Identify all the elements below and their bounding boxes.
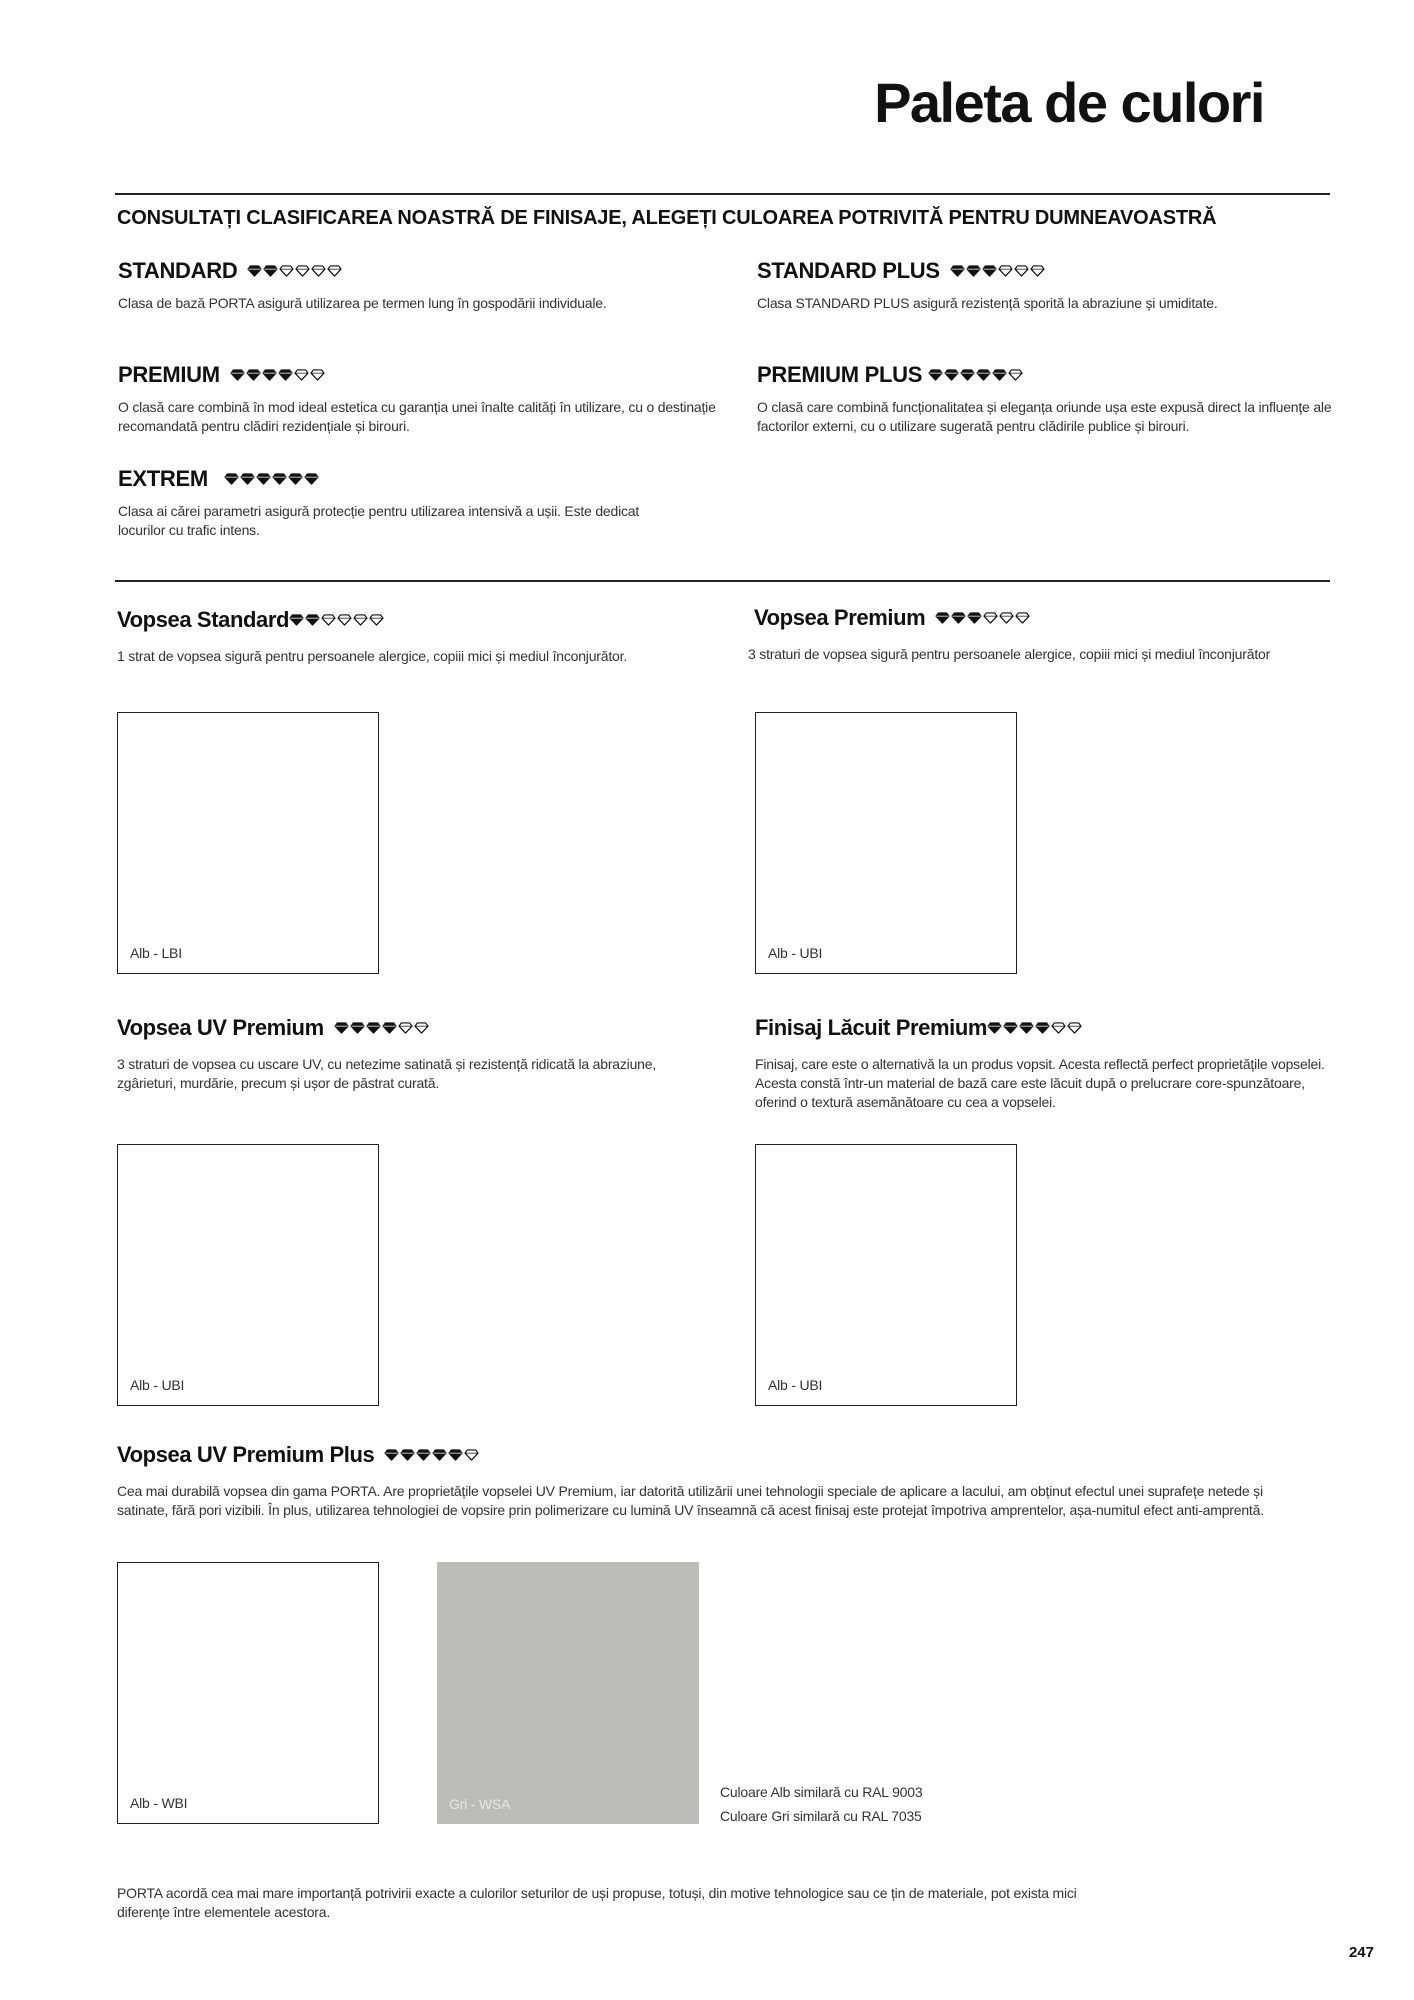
diamond-outline-icon (1015, 612, 1030, 624)
paint-description: Cea mai durabilă vopsea din gama PORTA. Are proprietățile vopselei UV Premium, iar datorită utilizării unei tehnologii speciale de aplicare a lacului, am obținut efectul unei suprafețe netede și satinate, fără pori vizibili. În plus, utilizarea tehnologiei de vopsire prin polimerizare cu lumină UV înseamnă că acest finisaj este protejat împotriva amprentelor, așa-numitul efect anti-amprentă. (117, 1483, 1264, 1518)
paint-vopsea-uv-premium-plus (117, 1442, 1317, 1520)
diamond-outline-icon (311, 265, 326, 277)
diamond-filled-icon (263, 265, 278, 277)
diamond-outline-icon (464, 1449, 479, 1461)
diamond-outline-icon (321, 614, 336, 626)
class-standard-plus (757, 258, 1337, 313)
class-description: Clasa ai cărei parametri asigură protecție pentru utilizarea intensivă a ușii. Este dedicat locurilor cu trafic intens. (118, 503, 640, 538)
class-description: O clasă care combină în mod ideal estetica cu garanția unei înalte calități în utilizare, cu o destinație recomandată pentru clădiri rezidențiale și birouri. (118, 399, 716, 434)
diamond-filled-icon (400, 1449, 415, 1461)
swatch-alb-ubi (117, 1144, 379, 1406)
rating-gems (935, 612, 1030, 624)
rating-gems (289, 614, 384, 626)
diamond-outline-icon (1014, 265, 1029, 277)
swatch-alb-lbi (117, 712, 379, 974)
diamond-filled-icon (262, 369, 277, 381)
diamond-filled-icon (1019, 1022, 1034, 1034)
diamond-filled-icon (288, 473, 303, 485)
swatch-label: Alb - UBI (768, 1377, 823, 1393)
diamond-filled-icon (950, 265, 965, 277)
diamond-filled-icon (928, 369, 943, 381)
ral-note-gray: Culoare Gri similară cu RAL 7035 (720, 1808, 922, 1824)
diamond-outline-icon (998, 265, 1013, 277)
swatch-alb-ubi (755, 712, 1017, 974)
paint-name: Vopsea Premium (754, 605, 926, 630)
diamond-outline-icon (353, 614, 368, 626)
swatch-label: Alb - UBI (768, 945, 823, 961)
diamond-outline-icon (398, 1022, 413, 1034)
diamond-filled-icon (247, 265, 262, 277)
diamond-filled-icon (966, 265, 981, 277)
rating-gems (384, 1449, 479, 1461)
top-divider (115, 193, 1330, 195)
paint-name: Finisaj Lăcuit Premium (755, 1015, 988, 1040)
rating-gems (987, 1022, 1082, 1034)
paint-vopsea-standard (117, 607, 717, 666)
paint-finisaj-lacuit-premium (755, 1015, 1335, 1112)
diamond-filled-icon (334, 1022, 349, 1034)
diamond-outline-icon (295, 265, 310, 277)
diamond-filled-icon (230, 369, 245, 381)
diamond-filled-icon (1003, 1022, 1018, 1034)
swatch-label: Alb - LBI (130, 945, 182, 961)
diamond-outline-icon (294, 369, 309, 381)
diamond-outline-icon (279, 265, 294, 277)
diamond-outline-icon (369, 614, 384, 626)
diamond-filled-icon (960, 369, 975, 381)
swatch-label: Alb - UBI (130, 1377, 185, 1393)
class-premium (118, 362, 718, 436)
diamond-filled-icon (935, 612, 950, 624)
diamond-filled-icon (272, 473, 287, 485)
paint-name: Vopsea UV Premium Plus (117, 1442, 375, 1467)
diamond-filled-icon (350, 1022, 365, 1034)
diamond-filled-icon (944, 369, 959, 381)
diamond-filled-icon (976, 369, 991, 381)
class-premium-plus (757, 362, 1337, 436)
diamond-filled-icon (967, 612, 982, 624)
class-name: STANDARD PLUS (757, 258, 940, 283)
rating-gems (928, 369, 1023, 381)
diamond-outline-icon (983, 612, 998, 624)
swatch-alb-ubi (755, 1144, 1017, 1406)
middle-divider (115, 580, 1330, 582)
diamond-outline-icon (999, 612, 1014, 624)
diamond-filled-icon (246, 369, 261, 381)
diamond-filled-icon (384, 1449, 399, 1461)
footer-note: PORTA acordă cea mai mare importanță potrivirii exacte a culorilor seturilor de uși propuse, totuși, din motive tehnologice sau ce țin de materiale, pot exista mici diferențe între elementele acestora. (117, 1885, 1077, 1920)
diamond-filled-icon (1035, 1022, 1050, 1034)
diamond-filled-icon (278, 369, 293, 381)
diamond-filled-icon (305, 614, 320, 626)
diamond-filled-icon (289, 614, 304, 626)
class-description: O clasă care combină funcționalitatea și eleganța oriunde ușa este expusă direct la influențe ale factorilor externi, cu o utilizare sugerată pentru clădirile publice și birouri. (757, 399, 1332, 434)
paint-name: Vopsea Standard (117, 607, 290, 632)
class-standard (118, 258, 718, 313)
paint-description: Finisaj, care este o alternativă la un produs vopsit. Acesta reflectă perfect proprietățile vopselei. Acesta constă într-un material de bază care este lăcuit după o prelucrare core-spunzătoare, oferind o textură asemănătoare cu cea a vopselei. (755, 1056, 1325, 1110)
rating-gems (247, 265, 342, 277)
class-name: PREMIUM (118, 362, 220, 387)
paint-vopsea-premium (748, 605, 1354, 664)
diamond-filled-icon (987, 1022, 1002, 1034)
swatch-label: Alb - WBI (130, 1795, 188, 1811)
class-description: Clasa de bază PORTA asigură utilizarea pe termen lung în gospodării individuale. (118, 295, 607, 311)
rating-gems (230, 369, 325, 381)
paint-description: 3 straturi de vopsea sigură pentru persoanele alergice, copiii mici și mediul înconjurător (748, 646, 1271, 662)
rating-gems (950, 265, 1045, 277)
page-title: Paleta de culori (874, 71, 1264, 134)
diamond-filled-icon (240, 473, 255, 485)
paint-description: 3 straturi de vopsea cu uscare UV, cu netezime satinată și rezistență ridicată la abraziune, zgârieturi, murdărie, precum și ușor de păstrat curată. (117, 1056, 657, 1091)
diamond-outline-icon (1067, 1022, 1082, 1034)
paint-description: 1 strat de vopsea sigură pentru persoanele alergice, copiii mici și mediul înconjurător. (117, 648, 628, 664)
diamond-filled-icon (432, 1449, 447, 1461)
class-name: PREMIUM PLUS (757, 362, 923, 387)
diamond-filled-icon (224, 473, 239, 485)
swatch-label: Gri - WSA (449, 1796, 511, 1812)
rating-gems (224, 473, 319, 485)
diamond-outline-icon (310, 369, 325, 381)
diamond-filled-icon (951, 612, 966, 624)
diamond-filled-icon (382, 1022, 397, 1034)
diamond-filled-icon (256, 473, 271, 485)
paint-vopsea-uv-premium (117, 1015, 717, 1093)
swatch-alb-wbi (117, 1562, 379, 1824)
diamond-filled-icon (448, 1449, 463, 1461)
diamond-outline-icon (1008, 369, 1023, 381)
diamond-filled-icon (366, 1022, 381, 1034)
diamond-filled-icon (416, 1449, 431, 1461)
page-number: 247 (1348, 1944, 1374, 1961)
diamond-outline-icon (414, 1022, 429, 1034)
class-name: EXTREM (118, 466, 208, 491)
diamond-outline-icon (327, 265, 342, 277)
class-extrem (118, 466, 658, 540)
diamond-outline-icon (1030, 265, 1045, 277)
swatch-gri-wsa (437, 1562, 699, 1824)
paint-name: Vopsea UV Premium (117, 1015, 324, 1040)
classification-heading: CONSULTAȚI CLASIFICAREA NOASTRĂ DE FINISAJE, ALEGEȚI CULOAREA POTRIVITĂ PENTRU DUMNEAVOASTRĂ (117, 207, 1217, 229)
rating-gems (334, 1022, 429, 1034)
class-description: Clasa STANDARD PLUS asigură rezistență sporită la abraziune și umiditate. (757, 295, 1218, 311)
diamond-filled-icon (992, 369, 1007, 381)
diamond-filled-icon (982, 265, 997, 277)
class-name: STANDARD (118, 258, 238, 283)
ral-note-white: Culoare Alb similară cu RAL 9003 (720, 1784, 923, 1800)
diamond-filled-icon (304, 473, 319, 485)
diamond-outline-icon (337, 614, 352, 626)
diamond-outline-icon (1051, 1022, 1066, 1034)
